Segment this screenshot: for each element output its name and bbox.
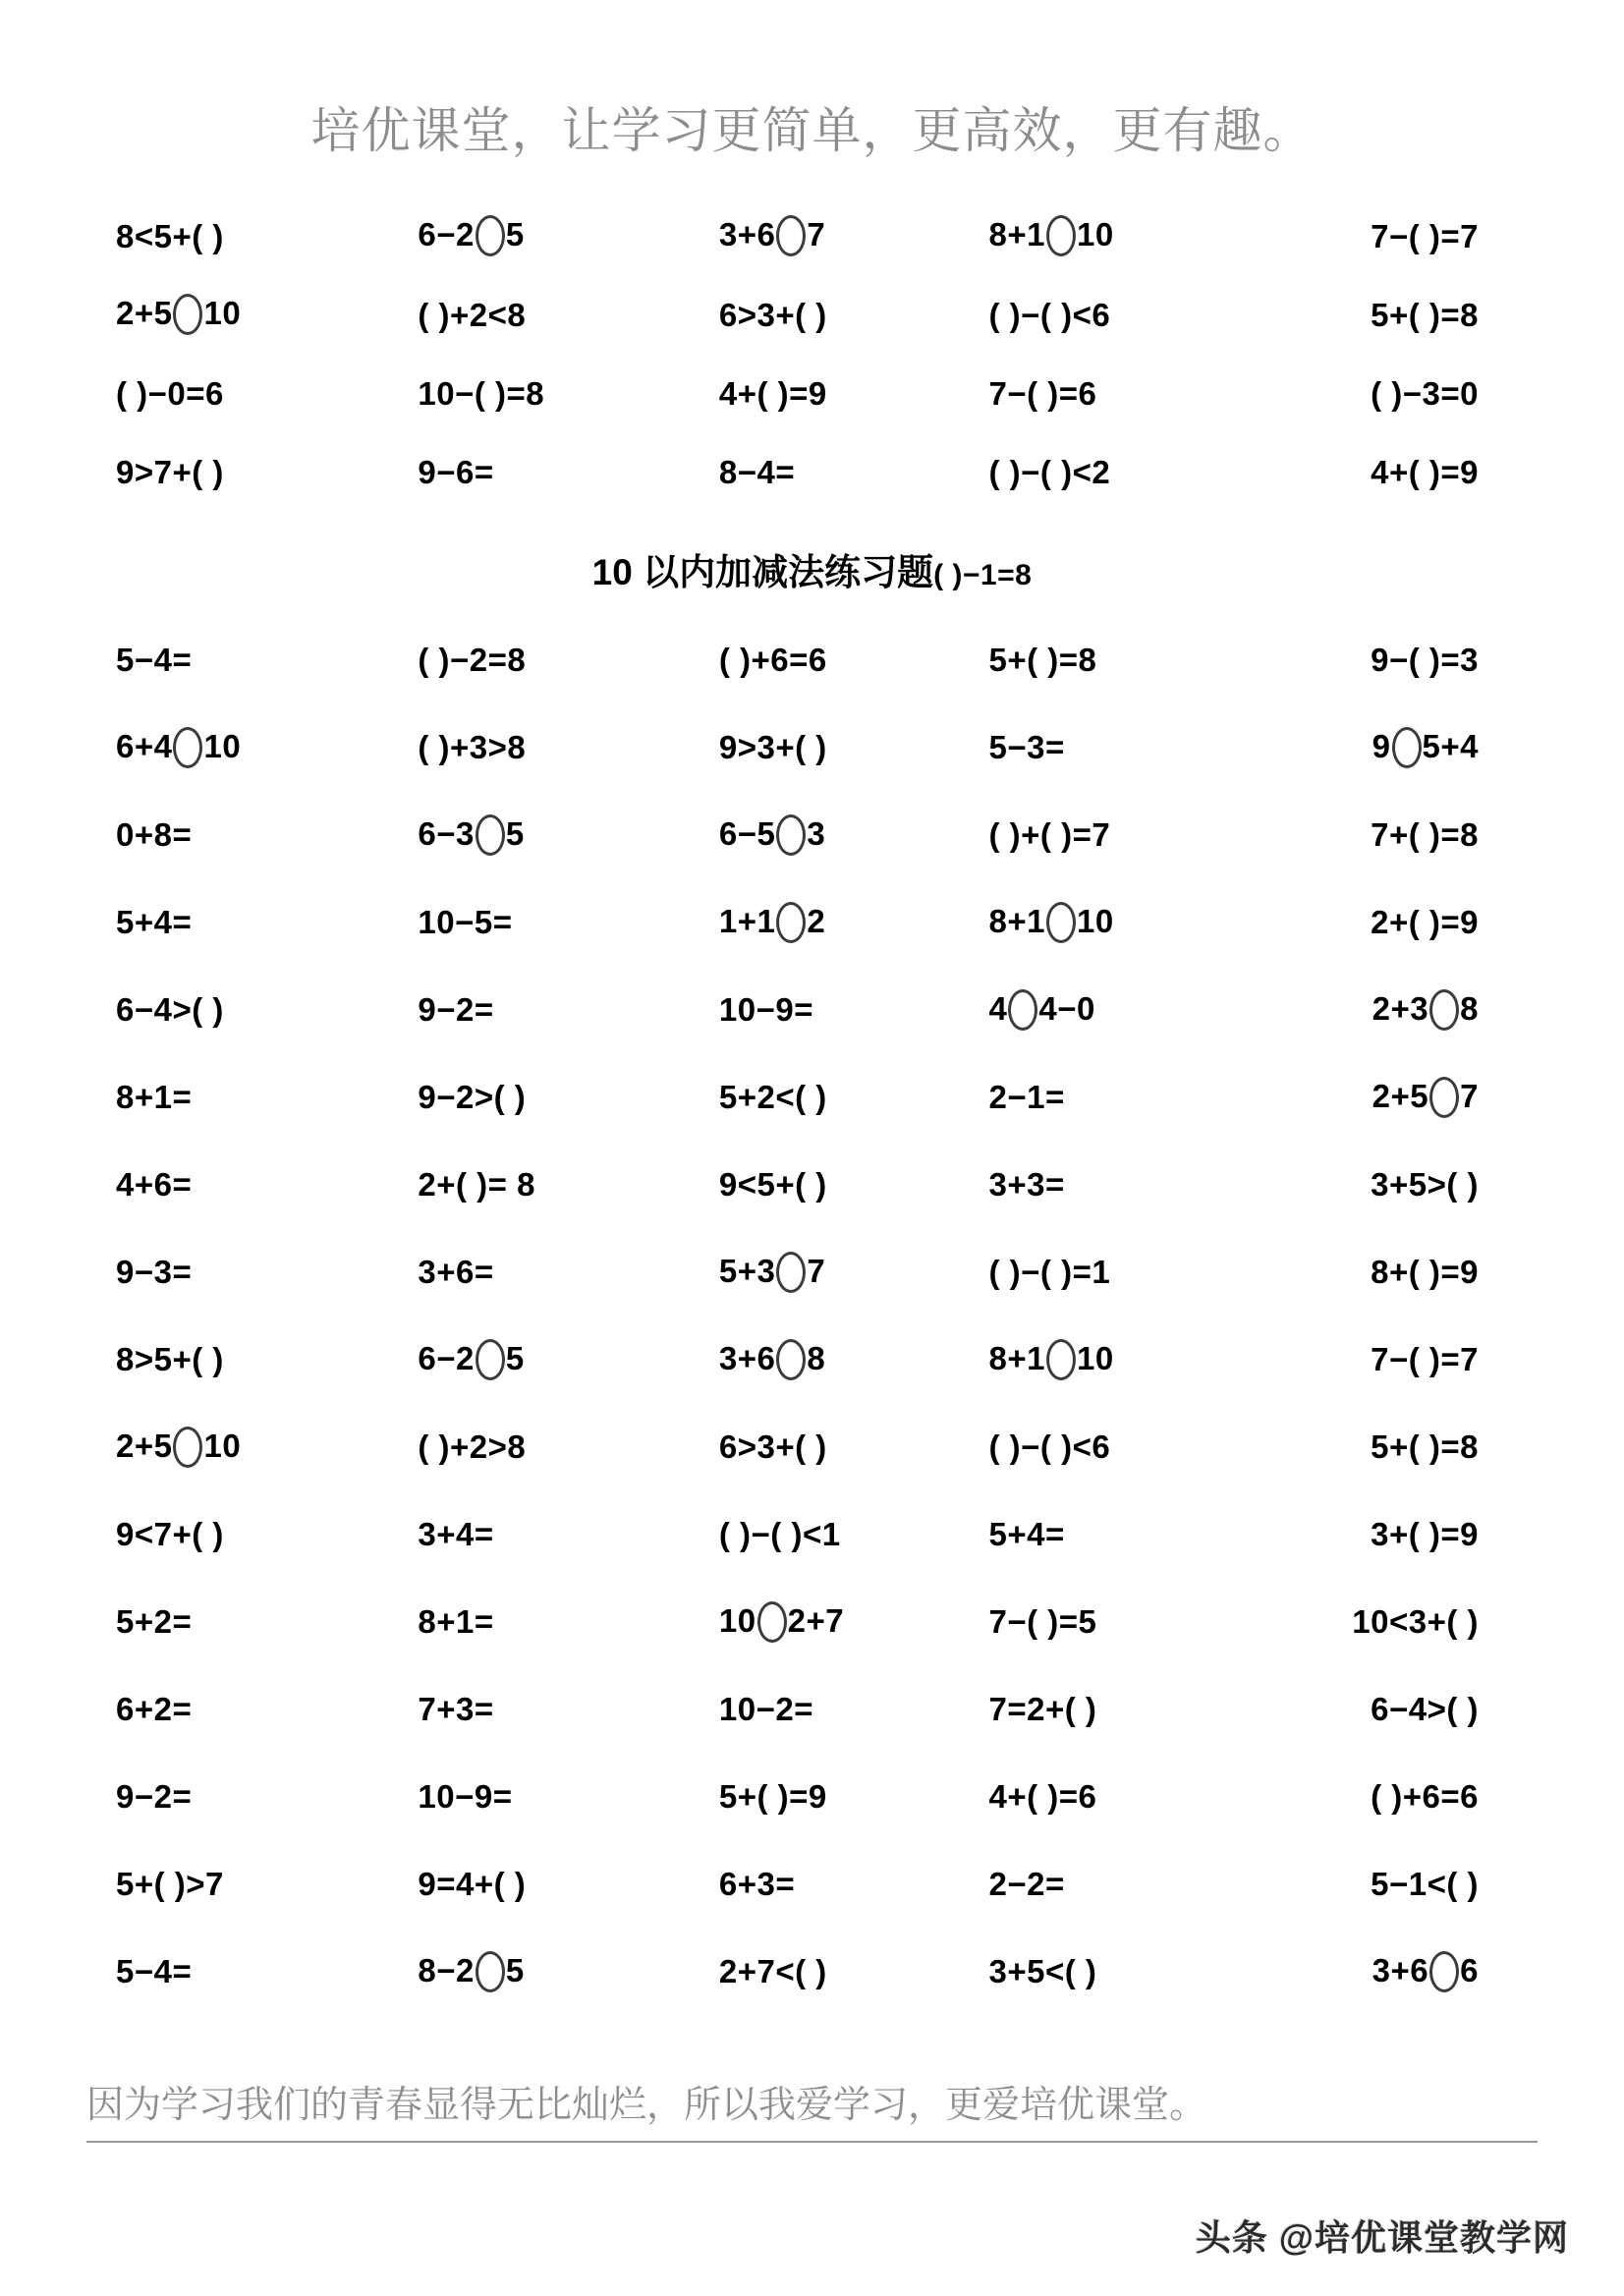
- problem-row: [116, 1228, 1508, 1316]
- problem-expression-left: 8>5+( ): [116, 1341, 224, 1377]
- problem-cell[interactable]: [680, 354, 980, 432]
- problem-cell[interactable]: [116, 275, 394, 354]
- problem-expression-left: 6−2: [418, 1339, 475, 1376]
- problem-cell[interactable]: [680, 1753, 980, 1840]
- problem-cell[interactable]: [394, 966, 679, 1053]
- problem-row: [116, 1928, 1508, 2015]
- problem-cell[interactable]: [116, 1141, 394, 1228]
- problem-expression-left: 5+2<( ): [718, 1079, 827, 1115]
- problem-row: [116, 1840, 1508, 1928]
- problem-row: [116, 354, 1508, 432]
- problem-cell[interactable]: [1258, 878, 1508, 966]
- problem-expression-right: 4−0: [1038, 989, 1095, 1027]
- problem-cell[interactable]: [394, 791, 679, 878]
- problem-expression-right: 5: [505, 814, 525, 852]
- comparison-circle-blank-icon[interactable]: [476, 1951, 505, 1992]
- problem-expression-left: 6+2=: [116, 1691, 193, 1727]
- problem-expression-right: 10: [1077, 1339, 1114, 1376]
- problem-expression-left: ( )−( )<1: [718, 1516, 841, 1552]
- problem-expression-left: 2+7<( ): [718, 1953, 827, 1989]
- problem-expression-left: ( )−3=0: [1371, 374, 1479, 412]
- problem-cell[interactable]: [394, 878, 679, 966]
- problem-cell[interactable]: [680, 1490, 980, 1578]
- problem-cell[interactable]: [116, 1403, 394, 1490]
- footer-divider: [86, 2141, 1538, 2143]
- problem-expression-right: 3: [807, 814, 826, 852]
- problem-cell[interactable]: [680, 275, 980, 354]
- problem-cell[interactable]: [394, 1053, 679, 1141]
- problem-expression-right: 6: [1460, 1951, 1479, 1988]
- problem-cell[interactable]: [1258, 1840, 1508, 1928]
- problem-expression-left: 7=2+( ): [988, 1691, 1097, 1727]
- comparison-circle-blank-icon[interactable]: [1046, 215, 1076, 256]
- problem-cell[interactable]: [1258, 1053, 1508, 1141]
- problem-expression-left: 3+4=: [418, 1516, 494, 1552]
- problem-expression-right: 5: [505, 216, 525, 252]
- problem-cell[interactable]: [1258, 791, 1508, 878]
- problem-expression-left: 5−4=: [116, 1953, 193, 1989]
- problem-cell[interactable]: [116, 196, 394, 275]
- problem-cell[interactable]: [980, 354, 1258, 432]
- problem-expression-left: 10<3+( ): [1352, 1603, 1479, 1640]
- comparison-circle-blank-icon[interactable]: [776, 1339, 806, 1380]
- problem-expression-left: 2−1=: [988, 1079, 1065, 1115]
- comparison-circle-blank-icon[interactable]: [1429, 1951, 1459, 1992]
- problem-expression-left: 6>3+( ): [718, 1428, 827, 1465]
- problem-cell[interactable]: [394, 1840, 679, 1928]
- problem-cell[interactable]: [394, 196, 679, 275]
- problem-cell[interactable]: [1258, 275, 1508, 354]
- comparison-circle-blank-icon[interactable]: [476, 814, 505, 856]
- problem-cell[interactable]: [1258, 1403, 1508, 1490]
- problem-expression-left: 3+6: [718, 1339, 776, 1376]
- problem-cell[interactable]: [980, 966, 1258, 1053]
- problem-expression-left: 3+6: [718, 216, 776, 252]
- problem-expression-left: 6−4>( ): [1371, 1691, 1479, 1727]
- problem-expression-left: 3+6=: [418, 1254, 494, 1290]
- problem-expression-left: 8+1=: [418, 1603, 494, 1640]
- problem-cell[interactable]: [116, 703, 394, 791]
- problem-expression-left: 6+4: [116, 727, 173, 764]
- problem-expression-left: 4+( )=9: [718, 374, 827, 412]
- problem-expression-left: 9>7+( ): [116, 453, 224, 490]
- problem-expression-left: 3+( )=9: [1371, 1516, 1479, 1552]
- problem-cell[interactable]: [680, 432, 980, 511]
- problem-cell[interactable]: [680, 703, 980, 791]
- problem-row: [116, 791, 1508, 878]
- comparison-circle-blank-icon[interactable]: [173, 1427, 202, 1468]
- problem-expression-left: 5+( )=8: [1371, 1428, 1479, 1465]
- problem-expression-left: 8+1: [988, 902, 1045, 939]
- comparison-circle-blank-icon[interactable]: [173, 727, 202, 768]
- problem-cell[interactable]: [394, 1490, 679, 1578]
- problem-row: [116, 275, 1508, 354]
- problem-expression-left: 5−4=: [116, 642, 193, 678]
- problem-cell[interactable]: [394, 1928, 679, 2015]
- problem-cell[interactable]: [680, 1053, 980, 1141]
- problem-expression-left: 7−( )=7: [1371, 1341, 1479, 1377]
- problem-cell[interactable]: [1258, 196, 1508, 275]
- problem-expression-right: 5: [505, 1339, 525, 1376]
- problem-expression-left: 9=4+( ): [418, 1866, 527, 1902]
- problem-row: [116, 1316, 1508, 1403]
- problem-expression-left: 5+2=: [116, 1603, 193, 1640]
- problem-cell[interactable]: [116, 1753, 394, 1840]
- problem-cell[interactable]: [680, 1141, 980, 1228]
- watermark: 头条 @培优课堂教学网: [1195, 2217, 1569, 2258]
- problem-cell[interactable]: [1258, 1141, 1508, 1228]
- problem-expression-left: 5+( )>7: [116, 1866, 224, 1902]
- problem-cell[interactable]: [116, 1578, 394, 1665]
- problem-row: [116, 1490, 1508, 1578]
- problem-cell[interactable]: [394, 616, 679, 703]
- problem-cell[interactable]: [680, 1578, 980, 1665]
- problem-expression-left: 2+( )=9: [1371, 904, 1479, 940]
- problem-cell[interactable]: [680, 1228, 980, 1316]
- problem-expression-left: 8+1=: [116, 1079, 193, 1115]
- problem-cell[interactable]: [680, 1665, 980, 1753]
- problem-cell[interactable]: [980, 1665, 1258, 1753]
- problem-expression-right: 7: [807, 216, 826, 252]
- section-title-main: 10 以内加减法练习题: [591, 552, 934, 592]
- problem-expression-left: 7+( )=8: [1371, 816, 1479, 853]
- problem-cell[interactable]: [680, 791, 980, 878]
- comparison-circle-blank-icon[interactable]: [476, 1339, 505, 1380]
- problem-expression-left: 3+5>( ): [1371, 1166, 1479, 1203]
- problem-row: [116, 1403, 1508, 1490]
- problem-expression-left: 8+( )=9: [1371, 1254, 1479, 1290]
- problem-expression-left: 9−2=: [418, 991, 494, 1028]
- problem-cell[interactable]: [980, 432, 1258, 511]
- problem-cell[interactable]: [980, 1316, 1258, 1403]
- problem-cell[interactable]: [1258, 1928, 1508, 2015]
- problem-expression-left: 3+6: [1372, 1951, 1429, 1988]
- problem-cell[interactable]: [680, 878, 980, 966]
- problem-expression-left: ( )−2=8: [418, 642, 527, 678]
- problem-expression-right: 8: [807, 1339, 826, 1376]
- comparison-circle-blank-icon[interactable]: [757, 1601, 787, 1643]
- problem-cell[interactable]: [680, 196, 980, 275]
- comparison-circle-blank-icon[interactable]: [476, 215, 505, 256]
- comparison-circle-blank-icon[interactable]: [1008, 989, 1037, 1031]
- problem-expression-right: 5: [505, 1951, 525, 1988]
- problem-expression-left: 5+3: [718, 1252, 776, 1289]
- problem-expression-left: 6+3=: [718, 1866, 796, 1902]
- problem-cell[interactable]: [116, 1840, 394, 1928]
- problem-row: [116, 966, 1508, 1053]
- problem-expression-left: 9: [1372, 727, 1391, 764]
- problem-expression-left: 6>3+( ): [718, 296, 827, 333]
- problem-expression-left: 1+1: [718, 902, 776, 939]
- problem-expression-left: 5+( )=8: [988, 642, 1097, 678]
- problem-cell[interactable]: [980, 1753, 1258, 1840]
- problem-expression-left: ( )+2>8: [418, 1428, 527, 1465]
- problem-expression-right: 5+4: [1422, 727, 1479, 764]
- problem-expression-left: ( )+6=6: [718, 642, 827, 678]
- problem-expression-left: 5+4=: [116, 904, 193, 940]
- problem-row: [116, 1665, 1508, 1753]
- problem-expression-left: 2+5: [1372, 1077, 1429, 1114]
- problem-cell[interactable]: [1258, 1228, 1508, 1316]
- problem-row: [116, 432, 1508, 511]
- section-title-trailing-problem: ( )−1=8: [933, 559, 1033, 591]
- problem-cell[interactable]: [394, 432, 679, 511]
- header-banner: 培优课堂，让学习更简单，更高效，更有趣。: [310, 103, 1314, 158]
- problem-cell[interactable]: [394, 1578, 679, 1665]
- problem-cell[interactable]: [394, 1753, 679, 1840]
- problem-cell[interactable]: [980, 878, 1258, 966]
- problem-expression-right: 2+7: [787, 1601, 845, 1639]
- problem-expression-right: 7: [807, 1252, 826, 1289]
- problem-expression-left: 5−1<( ): [1371, 1866, 1479, 1902]
- problem-expression-right: 10: [203, 295, 242, 331]
- problem-expression-left: 9−2>( ): [418, 1079, 527, 1115]
- problem-expression-left: ( )+2<8: [418, 296, 527, 333]
- problem-expression-left: 6−5: [718, 814, 776, 852]
- problem-expression-left: 2+5: [116, 295, 173, 331]
- problem-expression-left: 9<5+( ): [718, 1166, 827, 1203]
- problem-cell[interactable]: [980, 1403, 1258, 1490]
- problem-cell[interactable]: [116, 1316, 394, 1403]
- problem-expression-left: ( )−( )<2: [988, 453, 1111, 490]
- problem-cell[interactable]: [116, 878, 394, 966]
- problem-expression-right: 10: [203, 1427, 242, 1464]
- problem-cell[interactable]: [116, 1928, 394, 2015]
- section-title: [116, 554, 1508, 590]
- problem-expression-left: 6−4>( ): [116, 991, 224, 1028]
- problem-expression-left: 4+( )=9: [1371, 453, 1479, 490]
- problem-expression-left: 9−( )=3: [1371, 642, 1479, 678]
- problem-cell[interactable]: [980, 791, 1258, 878]
- problem-cell[interactable]: [394, 275, 679, 354]
- problem-cell[interactable]: [680, 1403, 980, 1490]
- problem-row: [116, 703, 1508, 791]
- problem-expression-left: 9<7+( ): [116, 1516, 224, 1552]
- problem-expression-left: ( )−( )=1: [988, 1254, 1111, 1290]
- problem-cell[interactable]: [116, 616, 394, 703]
- problem-cell[interactable]: [1258, 354, 1508, 432]
- top-problem-grid: [116, 196, 1508, 511]
- problem-expression-left: 4: [988, 989, 1008, 1027]
- problem-expression-left: 10−2=: [718, 1691, 813, 1727]
- problem-expression-left: 0+8=: [116, 816, 193, 853]
- problem-cell[interactable]: [116, 432, 394, 511]
- comparison-circle-blank-icon[interactable]: [1429, 989, 1459, 1031]
- problem-cell[interactable]: [394, 1316, 679, 1403]
- problem-cell[interactable]: [394, 1228, 679, 1316]
- problem-row: [116, 616, 1508, 703]
- problem-expression-left: ( )+3>8: [418, 729, 527, 765]
- problem-row: [116, 1053, 1508, 1141]
- problem-cell[interactable]: [980, 1490, 1258, 1578]
- main-problem-grid: [116, 616, 1508, 2015]
- problem-expression-left: 3+3=: [988, 1166, 1065, 1203]
- problem-expression-left: 9−6=: [418, 453, 494, 490]
- comparison-circle-blank-icon[interactable]: [1392, 727, 1422, 768]
- comparison-circle-blank-icon[interactable]: [1046, 1339, 1076, 1380]
- problem-cell[interactable]: [680, 1840, 980, 1928]
- problem-cell[interactable]: [980, 1928, 1258, 2015]
- comparison-circle-blank-icon[interactable]: [173, 294, 202, 335]
- problem-cell[interactable]: [116, 354, 394, 432]
- problem-expression-left: 8<5+( ): [116, 217, 224, 254]
- problem-expression-right: 2: [807, 902, 826, 939]
- problem-expression-left: ( )+( )=7: [988, 816, 1111, 853]
- problem-cell[interactable]: [980, 1578, 1258, 1665]
- problem-expression-left: 10−( )=8: [418, 374, 545, 412]
- footer-slogan: 因为学习我们的青春显得无比灿烂，所以我爱学习，更爱培优课堂。: [86, 2085, 1207, 2127]
- comparison-circle-blank-icon[interactable]: [776, 1252, 806, 1293]
- problem-expression-left: ( )−( )<6: [988, 296, 1111, 333]
- problem-expression-left: 10−9=: [718, 991, 813, 1028]
- problem-cell[interactable]: [116, 1490, 394, 1578]
- problem-expression-left: 8−2: [418, 1951, 475, 1988]
- problem-cell[interactable]: [1258, 432, 1508, 511]
- problem-cell[interactable]: [980, 1228, 1258, 1316]
- problem-expression-left: 6−3: [418, 814, 475, 852]
- comparison-circle-blank-icon[interactable]: [776, 814, 806, 856]
- problem-expression-left: 10−9=: [418, 1778, 513, 1815]
- problem-expression-left: 9−3=: [116, 1254, 193, 1290]
- problem-cell[interactable]: [680, 1316, 980, 1403]
- problem-cell[interactable]: [394, 1141, 679, 1228]
- problem-expression-left: 4+( )=6: [988, 1778, 1097, 1815]
- problem-expression-right: 8: [1460, 989, 1479, 1027]
- problem-cell[interactable]: [980, 275, 1258, 354]
- problem-cell[interactable]: [1258, 616, 1508, 703]
- comparison-circle-blank-icon[interactable]: [776, 902, 806, 943]
- problem-cell[interactable]: [980, 616, 1258, 703]
- problem-cell[interactable]: [116, 1228, 394, 1316]
- problem-row: [116, 878, 1508, 966]
- problem-expression-left: 2−2=: [988, 1866, 1065, 1902]
- problem-row: [116, 196, 1508, 275]
- problem-cell[interactable]: [116, 1665, 394, 1753]
- problem-cell[interactable]: [394, 354, 679, 432]
- problem-expression-left: 7−( )=6: [988, 374, 1097, 412]
- problem-expression-left: 8+1: [988, 216, 1045, 252]
- problem-cell[interactable]: [680, 966, 980, 1053]
- problem-expression-right: 7: [1460, 1077, 1479, 1114]
- problem-expression-left: 7−( )=5: [988, 1603, 1097, 1640]
- problem-expression-left: 5−3=: [988, 729, 1065, 765]
- comparison-circle-blank-icon[interactable]: [776, 215, 806, 256]
- problem-expression-left: 7−( )=7: [1371, 217, 1479, 254]
- problem-row: [116, 1753, 1508, 1840]
- problem-cell[interactable]: [1258, 1490, 1508, 1578]
- problem-expression-left: 8+1: [988, 1339, 1045, 1376]
- problem-expression-left: 3+5<( ): [988, 1953, 1097, 1989]
- problem-row: [116, 1141, 1508, 1228]
- problem-cell[interactable]: [116, 791, 394, 878]
- problem-expression-left: 9−2=: [116, 1778, 193, 1815]
- problem-expression-left: 5+4=: [988, 1516, 1065, 1552]
- problem-expression-left: 4+6=: [116, 1166, 193, 1203]
- problem-expression-right: 10: [1077, 902, 1114, 939]
- problem-cell[interactable]: [980, 196, 1258, 275]
- problem-expression-left: ( )−( )<6: [988, 1428, 1111, 1465]
- problem-cell[interactable]: [394, 703, 679, 791]
- problem-cell[interactable]: [980, 1840, 1258, 1928]
- problem-expression-left: 9>3+( ): [718, 729, 827, 765]
- problem-cell[interactable]: [1258, 1316, 1508, 1403]
- problem-cell[interactable]: [980, 1053, 1258, 1141]
- problem-row: [116, 1578, 1508, 1665]
- problem-expression-left: 5+( )=8: [1371, 296, 1479, 333]
- problem-expression-left: 8−4=: [718, 453, 796, 490]
- problem-cell[interactable]: [1258, 1753, 1508, 1840]
- problem-expression-left: ( )−0=6: [116, 374, 224, 412]
- problem-cell[interactable]: [680, 616, 980, 703]
- problem-cell[interactable]: [394, 1665, 679, 1753]
- problem-expression-left: 10: [718, 1601, 756, 1639]
- problem-cell[interactable]: [1258, 1578, 1508, 1665]
- problem-cell[interactable]: [116, 1053, 394, 1141]
- problem-cell[interactable]: [116, 966, 394, 1053]
- problem-cell[interactable]: [1258, 966, 1508, 1053]
- problem-cell[interactable]: [394, 1403, 679, 1490]
- problem-expression-left: ( )+6=6: [1371, 1778, 1479, 1815]
- problem-expression-left: 2+( )= 8: [418, 1166, 535, 1203]
- problem-cell[interactable]: [980, 1141, 1258, 1228]
- problem-expression-left: 5+( )=9: [718, 1778, 827, 1815]
- footer: [86, 2086, 1538, 2143]
- problem-expression-left: 6−2: [418, 216, 475, 252]
- problem-expression-left: 2+5: [116, 1427, 173, 1464]
- comparison-circle-blank-icon[interactable]: [1046, 902, 1076, 943]
- comparison-circle-blank-icon[interactable]: [1429, 1077, 1459, 1118]
- problem-cell[interactable]: [1258, 1665, 1508, 1753]
- problem-expression-right: 10: [203, 727, 242, 764]
- problem-expression-left: 2+3: [1372, 989, 1429, 1027]
- problem-cell[interactable]: [680, 1928, 980, 2015]
- problem-cell[interactable]: [980, 703, 1258, 791]
- problem-cell[interactable]: [1258, 703, 1508, 791]
- problem-expression-left: 7+3=: [418, 1691, 494, 1727]
- problem-expression-right: 10: [1077, 216, 1114, 252]
- problem-expression-left: 10−5=: [418, 904, 513, 940]
